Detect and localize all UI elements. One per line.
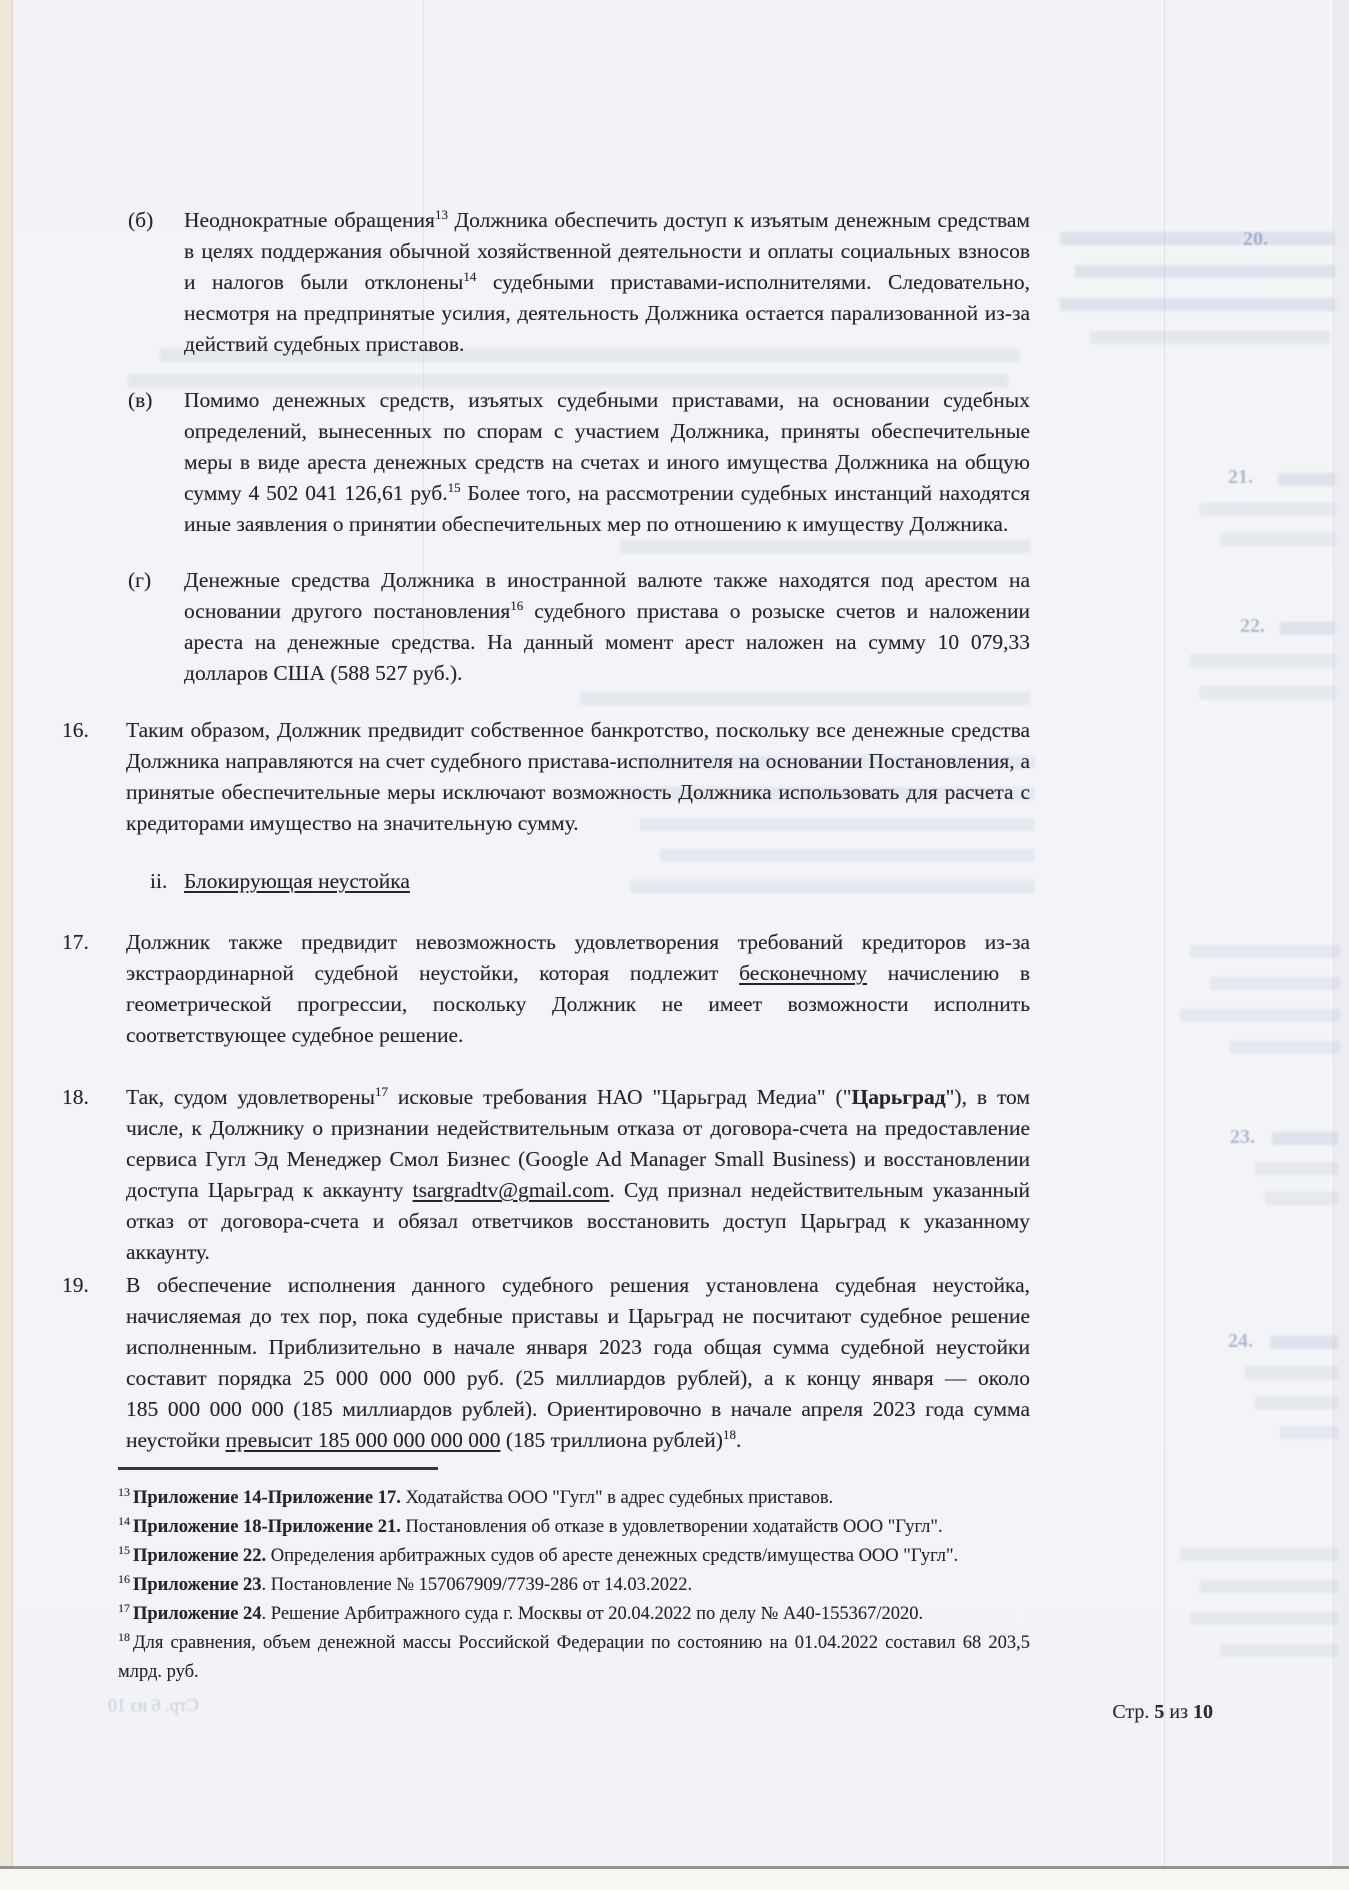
footnotes xyxy=(118,1484,1030,1687)
bleedthrough-line xyxy=(1280,622,1335,635)
item-marker: (г) xyxy=(128,568,152,592)
footnote-ref-14: 14 xyxy=(463,268,477,284)
footnote-13: $^{13}$ Приложение 14-Приложение 17. Ходатайства ООО "Гугл" в адрес судебных приставов. xyxy=(118,1484,834,1508)
bleedthrough-line xyxy=(1245,1366,1338,1379)
email-text: tsargradtv@gmail.com xyxy=(412,1178,610,1202)
bleedthrough-paragraph-number: 20. xyxy=(1243,228,1268,250)
bleedthrough-line xyxy=(1180,1548,1338,1561)
bleedthrough-line xyxy=(1220,533,1335,546)
footnote-16: $^{16}$ Приложение 23. Постановление № 157067909/7739-286 от 14.03.2022. xyxy=(118,1571,693,1595)
footnote-14: $^{14}$ Приложение 18-Приложение 21. Постановления об отказе в удовлетворении ходатайств ООО "Гугл". xyxy=(118,1513,943,1537)
bleedthrough-line xyxy=(660,849,1035,862)
paragraph-number: 19. xyxy=(62,1273,89,1297)
footnote-18: $^{18}$ Для сравнения, объем денежной массы Российской Федерации по состоянию на 01.04.2022 составил 68 203,5 млрд. руб. xyxy=(118,1629,1030,1682)
subsection-heading xyxy=(128,866,1030,897)
paragraph-text: Помимо денежных средств, изъятых судебными приставами, на основании судебных определений, вынесенных по спорам с участием Должника, приняты обеспечительные меры в виде ареста денежных средств на счетах и иного имущества Должника на общую сумму 4 502 041 126,61 руб.$^{15}$ Более того, на рассмотрении судебных инстанций находятся иные заявления о принятии обеспечительных мер по отношению к имуществу Должника. xyxy=(184,388,1030,536)
paragraph-text: Неоднократные обращения$^{13}$ Должника обеспечить доступ к изъятым денежным средствам в целях поддержания обычной хозяйственной деятельности и оплаты социальных взносов и налогов были отклонены$^{14}$ судебными приставами-исполнителями. Следовательно, несмотря на предпринятые усилия, деятельность Должника остается парализованной из-за действий судебных приставов. xyxy=(184,206,1030,356)
bleedthrough-paragraph-number: 22. xyxy=(1240,615,1265,637)
paragraph-text: Денежные средства Должника в иностранной валюте также находятся под арестом на основании другого постановления$^{16}$ судебного пристава о розыске счетов и наложении ареста на денежные средства. На данный момент арест наложен на сумму 10 079,33 долларов США (588 527 руб.). xyxy=(184,568,1030,685)
footnote-ref-15: 15 xyxy=(447,479,461,495)
heading-number: ii. xyxy=(150,869,168,893)
bleedthrough-line xyxy=(1272,1132,1338,1145)
paragraph-text: Таким образом, Должник предвидит собственное банкротство, поскольку все денежные средства Должника направляются на счет судебного пристава-исполнителя на основании Постановления, а принятые обеспечительные меры исключают возможность Должника использовать для расчета с кредиторами имущество на значительную сумму. xyxy=(126,718,1030,835)
bleedthrough-line xyxy=(1278,473,1335,486)
footnote-ref-18: 18 xyxy=(722,1426,736,1442)
paragraph-number: 18. xyxy=(62,1085,89,1109)
bleedthrough-line xyxy=(1060,298,1335,311)
paragraph-number: 17. xyxy=(62,930,89,954)
bleedthrough-line xyxy=(1190,654,1335,667)
footnote-ref-17: 17 xyxy=(374,1083,388,1099)
bleedthrough-line xyxy=(1265,1192,1338,1205)
bleedthrough-line xyxy=(1255,1162,1338,1175)
paragraph-text: В обеспечение исполнения данного судебного решения установлена судебная неустойка, начисляемая до тех пор, пока судебные приставы и Царьград не посчитают судебное решение исполненным. Приблизительно в начале января 2023 года общая сумма судебной неустойки составит порядка 25 000 000 000 руб. (25 миллиардов рублей), а к концу января — около 185 000 000 000 (185 миллиардов рублей). Ориентировочно в начале апреля 2023 года сумма неустойки превысит 185 000 000 000 000 (185 триллиона рублей)$^{18}$. xyxy=(126,1273,1030,1452)
paragraph-18 xyxy=(62,1082,1030,1268)
bleedthrough-next-page-footer: Стр. 6 из 10 xyxy=(108,1695,199,1715)
bleedthrough-line xyxy=(1200,686,1335,699)
footnote-separator xyxy=(118,1467,438,1470)
footnote-15: $^{15}$ Приложение 22. Определения арбитражных судов об аресте денежных средств/имущества ООО "Гугл". xyxy=(118,1542,959,1566)
item-marker: (в) xyxy=(128,388,153,412)
bleedthrough-line xyxy=(1190,945,1340,958)
bleedthrough-line xyxy=(1180,1009,1340,1022)
bleedthrough-line xyxy=(620,540,1030,553)
bleedthrough-line xyxy=(1220,1644,1338,1657)
bleedthrough-line xyxy=(580,692,1030,705)
heading-title: Блокирующая неустойка xyxy=(184,869,410,893)
bleedthrough-line xyxy=(1200,503,1335,516)
paragraph-b xyxy=(128,205,1030,360)
bleedthrough-line xyxy=(1230,1041,1340,1054)
bleedthrough-line xyxy=(1280,1426,1338,1439)
footnote-ref-16: 16 xyxy=(510,597,524,613)
paragraph-17 xyxy=(62,927,1030,1051)
item-marker: (б) xyxy=(128,208,154,232)
paragraph-text: Так, судом удовлетворены$^{17}$ исковые требования НАО "Царьград Медиа" ("Царьград"), в том числе, к Должнику о признании недействительным отказа от договора-счета на предоставление сервиса Гугл Эд Менеджер Смол Бизнес (Google Ad Manager Small Business) и восстановлении доступа Царьград к аккаунту tsargradtv@gmail.com. Суд признал недействительным указанный отказ от договора-счета и обязал ответчиков восстановить доступ Царьград к указанному аккаунту. xyxy=(126,1083,1030,1264)
paragraph-number: 16. xyxy=(62,718,89,742)
paragraph-19 xyxy=(62,1270,1030,1456)
paragraph-v xyxy=(128,385,1030,540)
bleedthrough-line xyxy=(1255,1396,1338,1409)
bleedthrough-line xyxy=(1190,1612,1338,1625)
bleedthrough-line xyxy=(1210,977,1340,990)
paragraph-g xyxy=(128,565,1030,689)
scanner-background xyxy=(0,1869,1349,1890)
tsargrad-bold: Царьград xyxy=(851,1085,946,1109)
bleedthrough-line xyxy=(1270,1336,1338,1349)
footnote-ref-13: 13 xyxy=(434,206,448,222)
bleedthrough-line xyxy=(1200,1580,1338,1593)
paragraph-16 xyxy=(62,715,1030,839)
bleedthrough-paragraph-number: 24. xyxy=(1228,1330,1253,1352)
scan-edge-strip xyxy=(0,0,13,1890)
scan-shading xyxy=(1334,0,1349,1866)
paper-fold-line xyxy=(1164,0,1165,1866)
page-number-footer: Стр. 5 из 10 xyxy=(1112,1701,1213,1723)
bleedthrough-paragraph-number: 21. xyxy=(1228,466,1253,488)
paragraph-text: Должник также предвидит невозможность удовлетворения требований кредиторов из-за экстраординарной судебной неустойки, которая подлежит бесконечному начислению в геометрической прогрессии, поскольку Должник не имеет возможности исполнить соответствующее судебное решение. xyxy=(126,930,1030,1047)
bleedthrough-line xyxy=(1075,265,1335,278)
bleedthrough-paragraph-number: 23. xyxy=(1230,1126,1255,1148)
bleedthrough-line xyxy=(1090,331,1330,344)
bleedthrough-line xyxy=(1060,232,1335,245)
footnote-17: $^{17}$ Приложение 24. Решение Арбитражного суда г. Москвы от 20.04.2022 по делу № А40-155367/2020. xyxy=(118,1600,924,1624)
